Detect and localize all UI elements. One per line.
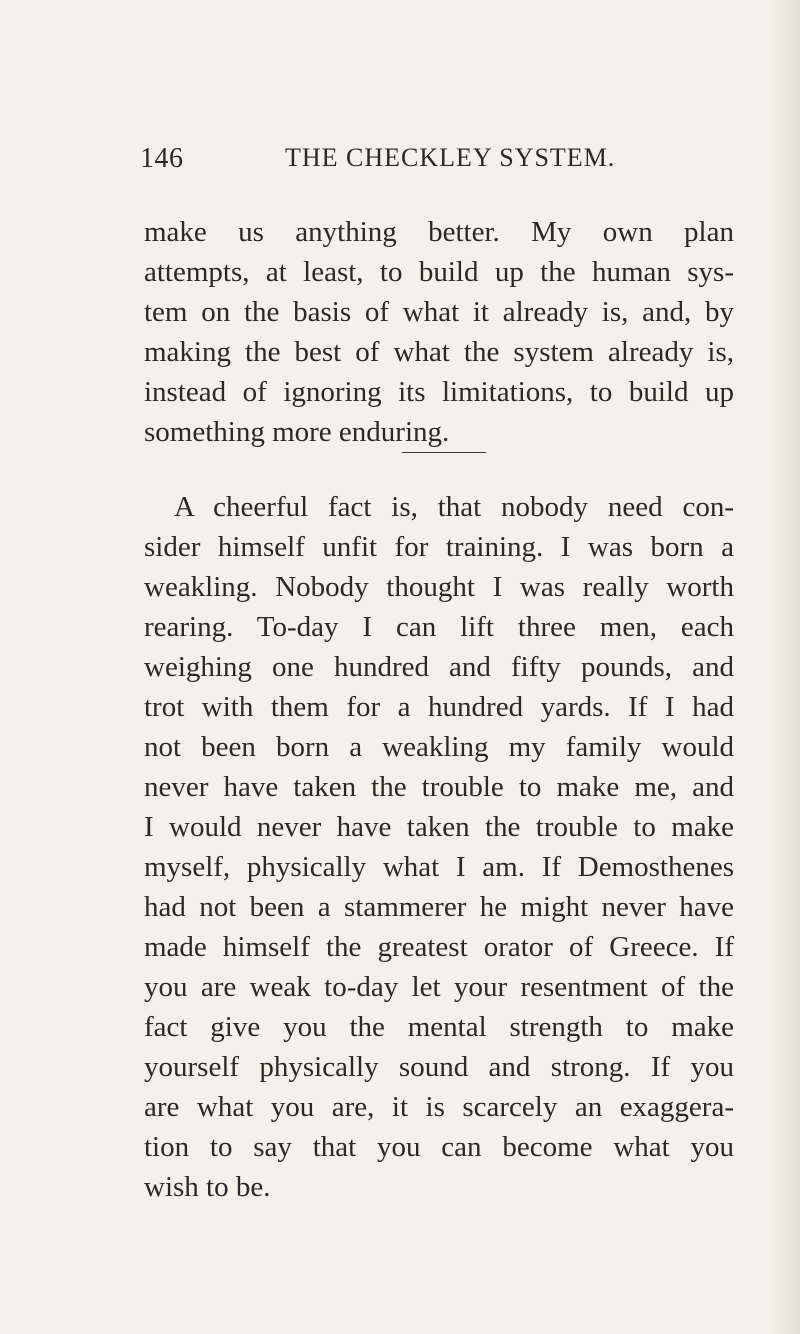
text-line: attempts, at least, to build up the human sys- xyxy=(144,256,734,288)
page-edge-shadow xyxy=(770,0,800,1334)
section-divider xyxy=(402,452,486,453)
text-line: tem on the basis of what it already is, and, by xyxy=(144,296,734,328)
text-line: yourself physically sound and strong. If you xyxy=(144,1051,734,1083)
text-line: rearing. To-day I can lift three men, each xyxy=(144,611,734,643)
text-line: A cheerful fact is, that nobody need con- xyxy=(174,491,734,523)
text-line: myself, physically what I am. If Demosthenes xyxy=(144,851,734,883)
text-line: something more enduring. xyxy=(144,416,450,448)
text-line: had not been a stammerer he might never have xyxy=(144,891,734,923)
text-line: are what you are, it is scarcely an exaggera- xyxy=(144,1091,734,1123)
text-line: wish to be. xyxy=(144,1171,271,1203)
paragraph-1 xyxy=(144,212,734,452)
text-line: fact give you the mental strength to make xyxy=(144,1011,734,1043)
text-line: instead of ignoring its limitations, to build up xyxy=(144,376,734,408)
text-line: never have taken the trouble to make me, and xyxy=(144,771,734,803)
text-line: weakling. Nobody thought I was really worth xyxy=(144,571,734,603)
text-line: making the best of what the system already is, xyxy=(144,336,734,368)
text-line: I would never have taken the trouble to make xyxy=(144,811,734,843)
running-title: THE CHECKLEY SYSTEM. xyxy=(285,143,616,172)
text-line: make us anything better. My own plan xyxy=(144,216,734,248)
page-number: 146 xyxy=(140,143,184,174)
paragraph-2 xyxy=(144,487,734,1207)
text-line: you are weak to-day let your resentment of the xyxy=(144,971,734,1003)
running-header xyxy=(140,143,740,183)
text-line: tion to say that you can become what you xyxy=(144,1131,734,1163)
text-line: weighing one hundred and fifty pounds, and xyxy=(144,651,734,683)
text-line: not been born a weakling my family would xyxy=(144,731,734,763)
text-line: trot with them for a hundred yards. If I had xyxy=(144,691,734,723)
text-line: made himself the greatest orator of Greece. If xyxy=(144,931,734,963)
text-line: sider himself unfit for training. I was born a xyxy=(144,531,734,563)
